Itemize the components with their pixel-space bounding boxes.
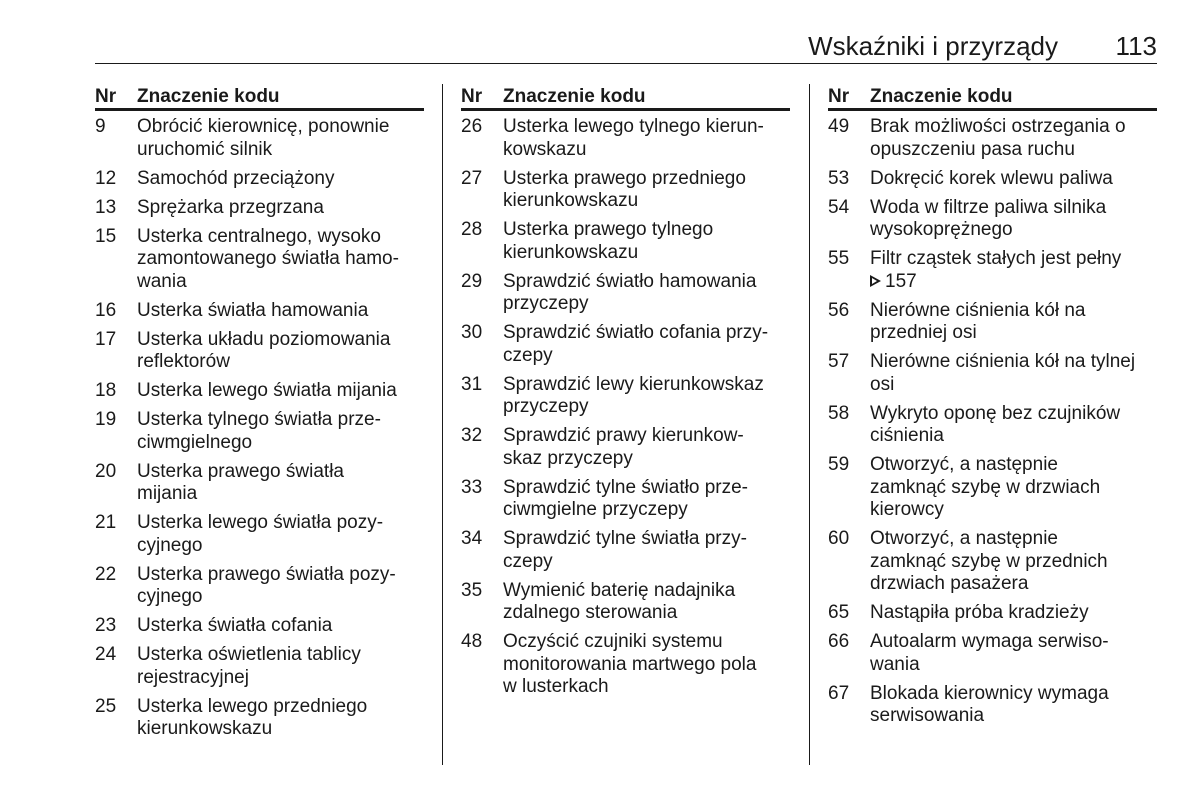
code-number: 67 [828,682,850,704]
meaning-line: Filtr cząstek stałych jest pełny [870,248,1122,269]
meaning-line: Brak możliwości ostrzegania o [870,116,1126,137]
meaning-line: Sprawdzić tylne światła przy- [503,528,747,549]
code-number: 17 [95,328,117,350]
code-meaning [137,168,424,191]
meaning-line: Sprawdzić światło hamowania [503,270,757,292]
code-number: 23 [95,615,117,636]
meaning-line: Usterka światła hamowania [137,299,369,321]
code-number: 33 [461,476,483,498]
meaning-line: Usterka centralnego, wysoko [137,225,381,247]
meaning-line: czepy [503,550,553,572]
code-meaning [503,168,790,213]
table-row [828,683,1157,728]
table-row [828,248,1157,293]
code-number: 66 [828,631,850,652]
header-nr: Nr [95,86,117,107]
table-row [95,564,424,609]
table-row [828,528,1157,596]
code-meaning [503,580,790,625]
table-rows [828,111,1157,728]
code-meaning [137,329,424,374]
meaning-line: Usterka światła cofania [137,615,333,636]
meaning-line: kierunkowskazu [503,241,639,263]
code-number: 27 [461,167,483,189]
meaning-line: Blokada kierownicy wymaga [870,682,1109,704]
table-row [461,425,790,470]
page-reference-icon [870,275,881,287]
table-row [95,461,424,506]
table-row [95,615,424,638]
code-meaning [137,615,424,638]
code-number: 12 [95,167,117,189]
code-number: 55 [828,248,850,269]
code-meaning [503,425,790,470]
code-meaning [870,528,1157,596]
meaning-line: wysokoprężnego [870,219,1013,240]
code-meaning [870,248,1157,293]
code-meaning [137,696,424,741]
code-meaning [870,300,1157,345]
meaning-line: Samochód przeciążony [137,167,335,189]
code-number: 25 [95,695,117,717]
code-number: 13 [95,196,117,218]
code-meaning [503,322,790,367]
code-meaning [503,374,790,419]
meaning-line: Usterka prawego światła [137,460,344,482]
table-row [461,322,790,367]
meaning-line: ciśnienia [870,425,944,446]
code-meaning [137,644,424,689]
meaning-line: Otworzyć, a następnie [870,454,1058,475]
table-row [461,528,790,573]
table-rows [461,111,790,699]
code-number: 20 [95,460,117,482]
header-nr: Nr [828,86,850,107]
code-number: 29 [461,270,483,292]
meaning-line: Sprawdzić lewy kierunkowskaz [503,373,764,395]
table-row [828,602,1157,625]
meaning-line: kierowcy [870,499,944,520]
header-divider [95,63,1157,64]
code-number: 30 [461,322,483,343]
page-reference[interactable]: 157 [885,270,917,292]
code-meaning [503,631,790,699]
meaning-line: zamknąć szybę w drzwiach [870,476,1101,498]
code-number: 58 [828,402,850,424]
meaning-line: wania [870,653,920,675]
code-meaning [870,116,1157,161]
code-number: 34 [461,528,483,549]
meaning-line: skaz przyczepy [503,447,633,469]
meaning-line: w lusterkach [503,676,609,697]
meaning-line: Sprawdzić światło cofania przy- [503,322,769,343]
table-row [95,380,424,403]
code-meaning [503,116,790,161]
meaning-line: Usterka lewego światła mijania [137,380,397,401]
meaning-line: rejestracyjnej [137,666,249,688]
meaning-line: wania [137,270,187,292]
table-header [461,86,790,111]
table-row [828,300,1157,345]
code-number: 35 [461,579,483,601]
code-number: 49 [828,116,850,137]
meaning-line: Usterka lewego światła pozy- [137,512,384,533]
meaning-line: Dokręcić korek wlewu paliwa [870,167,1113,189]
meaning-line: zdalnego sterowania [503,602,678,623]
code-number: 9 [95,116,106,137]
code-meaning [870,631,1157,676]
table-row [461,631,790,699]
meaning-line: Sprawdzić prawy kierunkow- [503,425,744,446]
table-row [828,351,1157,396]
code-meaning [137,512,424,557]
meaning-line: Usterka lewego przedniego [137,695,368,717]
code-number: 28 [461,219,483,240]
code-meaning [870,403,1157,448]
code-meaning [503,477,790,522]
code-meaning [870,168,1157,191]
meaning-line: Autoalarm wymaga serwiso- [870,631,1109,652]
code-number: 21 [95,512,117,533]
table-row [95,696,424,741]
meaning-line: Oczyścić czujniki systemu [503,631,723,652]
table-row [461,271,790,316]
table-row [461,116,790,161]
table-row [828,403,1157,448]
meaning-line: przyczepy [503,293,589,314]
table-row [95,226,424,294]
meaning-line: ciwmgielne przyczepy [503,499,688,520]
table-row [461,219,790,264]
table-row [95,644,424,689]
meaning-line: Usterka prawego tylnego [503,219,714,240]
code-meaning [870,454,1157,522]
meaning-line: reflektorów [137,351,230,372]
table-header [95,86,424,111]
code-meaning [137,197,424,220]
code-table-column-1 [95,86,424,747]
meaning-line: Nierówne ciśnienia kół na [870,299,1086,321]
table-row [95,168,424,191]
table-row [95,512,424,557]
code-number: 24 [95,644,117,665]
code-number: 22 [95,563,117,585]
code-meaning [503,528,790,573]
code-number: 32 [461,425,483,446]
code-number: 19 [95,409,117,430]
code-meaning [137,116,424,161]
code-number: 15 [95,225,117,247]
code-table-column-2 [461,86,790,705]
code-number: 54 [828,196,850,218]
table-rows [95,111,424,741]
header-meaning: Znaczenie kodu [137,86,280,107]
meaning-line: opuszczeniu pasa ruchu [870,138,1075,160]
table-row [828,631,1157,676]
code-number: 18 [95,380,117,401]
meaning-line: kowskazu [503,138,587,160]
code-meaning [137,380,424,403]
meaning-line: Nastąpiła próba kradzieży [870,602,1089,623]
column-divider [809,84,810,765]
code-number: 56 [828,299,850,321]
code-table-column-3 [828,86,1157,734]
meaning-line: Sprawdzić tylne światło prze- [503,476,748,498]
table-row [95,300,424,323]
table-row [828,197,1157,242]
code-number: 48 [461,631,483,652]
table-row [461,477,790,522]
code-meaning [137,300,424,323]
code-number: 57 [828,351,850,372]
meaning-line: osi [870,373,895,395]
meaning-line: czepy [503,344,553,366]
table-header [828,86,1157,111]
code-meaning [137,409,424,454]
code-number: 59 [828,454,850,475]
table-row [461,374,790,419]
meaning-line: przedniej osi [870,322,977,343]
meaning-line: Usterka prawego światła pozy- [137,563,396,585]
code-number: 53 [828,167,850,189]
code-meaning [137,461,424,506]
meaning-line: Usterka lewego tylnego kierun- [503,116,764,137]
code-number: 31 [461,373,483,395]
meaning-line: uruchomić silnik [137,138,273,160]
table-row [95,409,424,454]
meaning-line: drzwiach pasażera [870,573,1029,594]
meaning-line: ciwmgielnego [137,431,253,453]
meaning-line: serwisowania [870,705,985,726]
code-number: 26 [461,116,483,137]
table-row [95,116,424,161]
header-meaning: Znaczenie kodu [503,86,646,107]
meaning-line: przyczepy [503,396,589,417]
meaning-line: Usterka układu poziomowania [137,328,391,350]
code-meaning [137,226,424,294]
code-number: 60 [828,528,850,549]
meaning-line [870,271,1157,294]
meaning-line: Usterka prawego przedniego [503,167,746,189]
meaning-line: Usterka tylnego światła prze- [137,409,381,430]
code-number: 65 [828,602,850,623]
meaning-line: kierunkowskazu [503,190,639,211]
code-number: 16 [95,299,117,321]
meaning-line: mijania [137,483,198,504]
meaning-line: Obrócić kierownicę, ponownie [137,116,390,137]
code-meaning [870,351,1157,396]
meaning-line: Sprężarka przegrzana [137,196,324,218]
page-number: 113 [1115,31,1157,61]
code-meaning [870,602,1157,625]
meaning-line: cyjnego [137,534,203,556]
meaning-line: Woda w filtrze paliwa silnika [870,196,1107,218]
page-section-title: Wskaźniki i przyrządy [808,31,1058,61]
table-row [461,168,790,213]
meaning-line: zamknąć szybę w przednich [870,550,1108,572]
meaning-line: Wykryto oponę bez czujników [870,402,1121,424]
table-row [95,197,424,220]
code-meaning [870,683,1157,728]
table-row [461,580,790,625]
meaning-line: Nierówne ciśnienia kół na tylnej [870,351,1136,372]
meaning-line: zamontowanego światła hamo- [137,248,399,269]
table-row [828,168,1157,191]
code-meaning [137,564,424,609]
code-meaning [503,219,790,264]
code-meaning [870,197,1157,242]
header-nr: Nr [461,86,483,107]
table-row [828,454,1157,522]
code-meaning [503,271,790,316]
meaning-line: monitorowania martwego pola [503,653,757,675]
column-divider [442,84,443,765]
table-row [828,116,1157,161]
meaning-line: Wymienić baterię nadajnika [503,579,736,601]
meaning-line: cyjnego [137,586,203,607]
header-meaning: Znaczenie kodu [870,86,1013,107]
meaning-line: Otworzyć, a następnie [870,528,1058,549]
meaning-line: kierunkowskazu [137,718,273,739]
meaning-line: Usterka oświetlenia tablicy [137,644,361,665]
table-row [95,329,424,374]
